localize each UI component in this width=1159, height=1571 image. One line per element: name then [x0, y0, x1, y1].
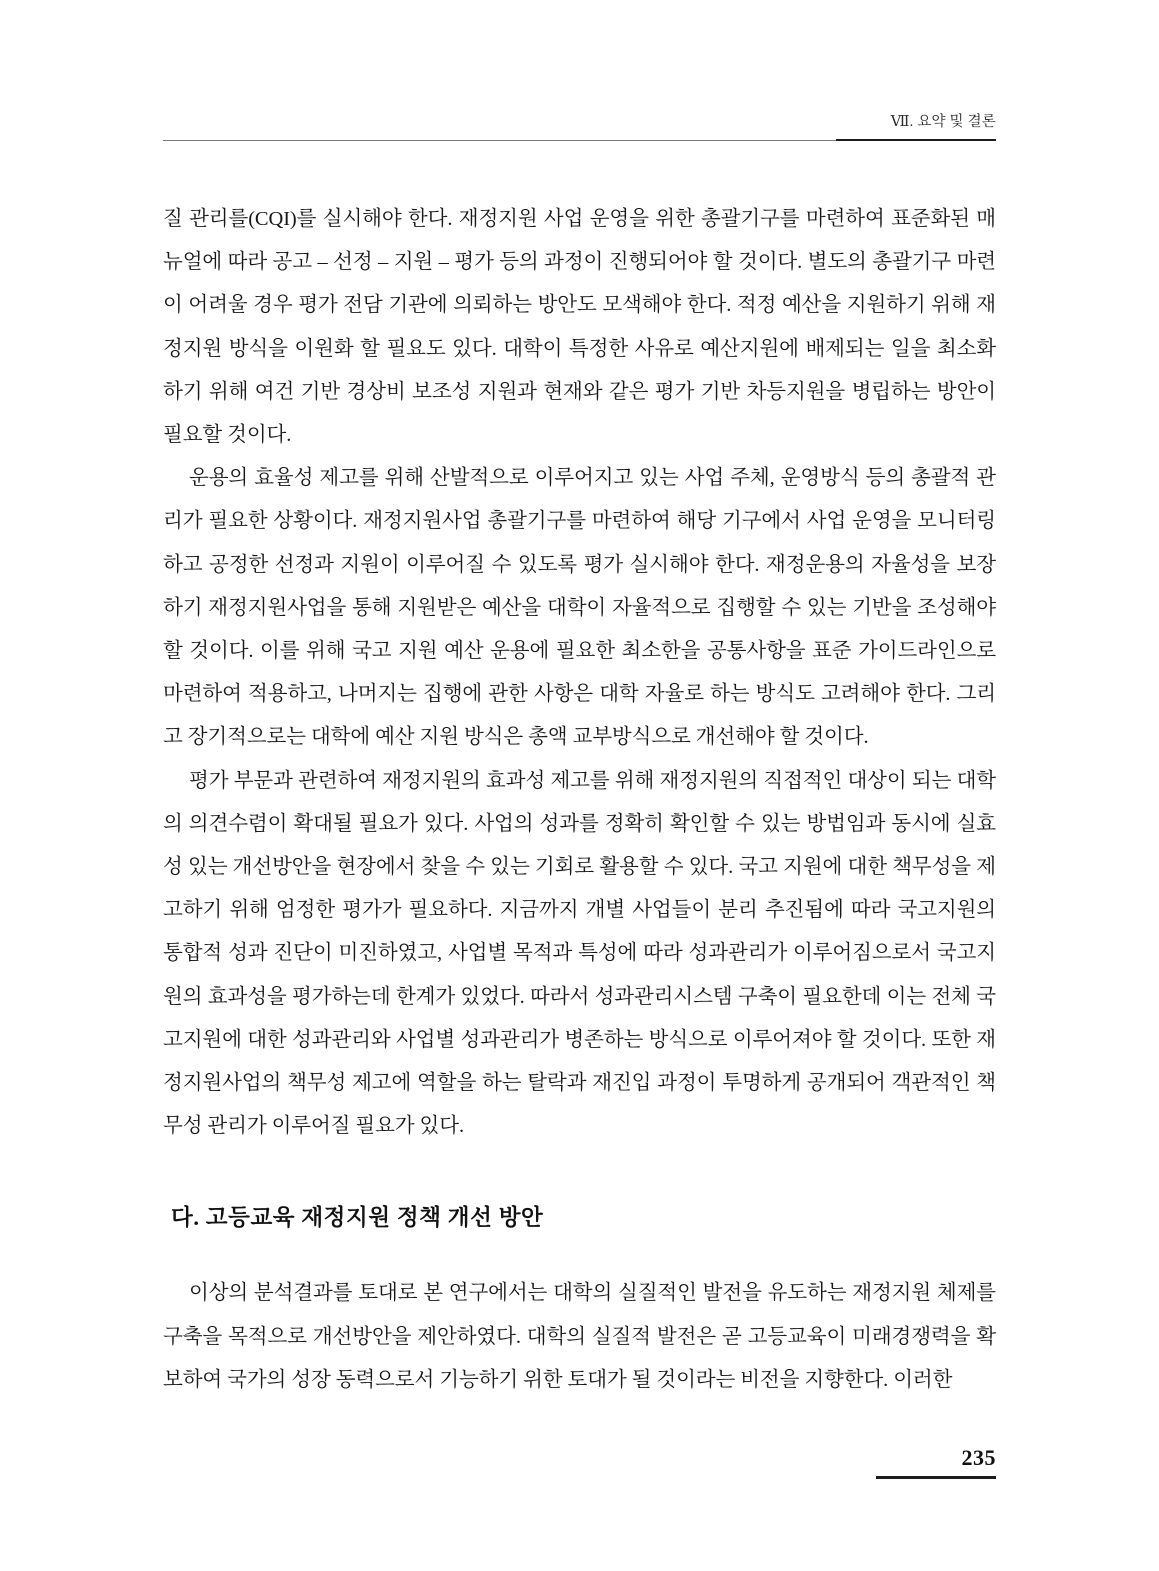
section-heading-wrap [163, 1200, 996, 1232]
page-number: 235 [961, 1445, 996, 1470]
running-head-text: Ⅶ. 요약 및 결론 [890, 114, 996, 130]
page-folio [876, 1447, 996, 1479]
paragraph-4: 이상의 분석결과를 토대로 본 연구에서는 대학의 실질적인 발전을 유도하는 재정지원 체제를 구축을 목적으로 개선방안을 제안하였다. 대학의 실질적 발전은 곧 고등교육이 미래경쟁력을 확보하여 국가의 성장 동력으로서 기능하기 위한 토대가 될 것이라는 비전을 지향한다. 이러한 [163, 1282, 996, 1391]
paragraph-3: 평가 부문과 관련하여 재정지원의 효과성 제고를 위해 재정지원의 직접적인 대상이 되는 대학의 의견수렴이 확대될 필요가 있다. 사업의 성과를 정확히 확인할 수 있는 방법임과 동시에 실효성 있는 개선방안을 현장에서 찾을 수 있는 기회로 활용할 수 있다. 국고 지원에 대한 책무성을 제고하기 위해 엄정한 평가가 필요하다. 지금까지 개별 사업들이 분리 추진됨에 따라 국고지원의 통합적 성과 진단이 미진하였고, 사업별 목적과 특성에 따라 성과관리가 이루어짐으로서 국고지원의 효과성을 평가하는데 한계가 있었다. 따라서 성과관리시스템 구축이 필요한데 이는 전체 국고지원에 대한 성과관리와 사업별 성과관리가 병존하는 방식으로 이루어져야 할 것이다. 또한 재정지원사업의 책무성 제고에 역할을 하는 탈락과 재진입 과정이 투명하게 공개되어 객관적인 책무성 관리가 이루어질 필요가 있다. [163, 769, 996, 1138]
header-rule-accent [836, 139, 996, 141]
section-heading: 다. 고등교육 재정지원 정책 개선 방안 [171, 1205, 544, 1231]
paragraph-1: 질 관리를(CQI)를 실시해야 한다. 재정지원 사업 운영을 위한 총괄기구를 마련하여 표준화된 매뉴얼에 따라 공고 – 선정 – 지원 – 평가 등의 과정이 진행되어야 할 것이다. 별도의 총괄기구 마련이 어려울 경우 평가 전담 기관에 의뢰하는 방안도 모색해야 한다. 적정 예산을 지원하기 위해 재정지원 방식을 이원화 할 필요도 있다. 대학이 특정한 사유로 예산지원에 배제되는 일을 최소화하기 위해 여건 기반 경상비 보조성 지원과 현재와 같은 평가 기반 차등지원을 병립하는 방안이 필요할 것이다. [163, 208, 996, 447]
running-header [163, 110, 996, 148]
page-body [163, 198, 996, 1402]
folio-rule [876, 1476, 996, 1479]
paragraph-2: 운용의 효율성 제고를 위해 산발적으로 이루어지고 있는 사업 주체, 운영방식 등의 총괄적 관리가 필요한 상황이다. 재정지원사업 총괄기구를 마련하여 해당 기구에서 사업 운영을 모니터링하고 공정한 선정과 지원이 이루어질 수 있도록 평가 실시해야 한다. 재정운용의 자율성을 보장하기 재정지원사업을 통해 지원받은 예산을 대학이 자율적으로 집행할 수 있는 기반을 조성해야 할 것이다. 이를 위해 국고 지원 예산 운용에 필요한 최소한을 공통사항을 표준 가이드라인으로 마련하여 적용하고, 나머지는 집행에 관한 사항은 대학 자율로 하는 방식도 고려해야 한다. 그리고 장기적으로는 대학에 예산 지원 방식은 총액 교부방식으로 개선해야 할 것이다. [163, 467, 996, 749]
